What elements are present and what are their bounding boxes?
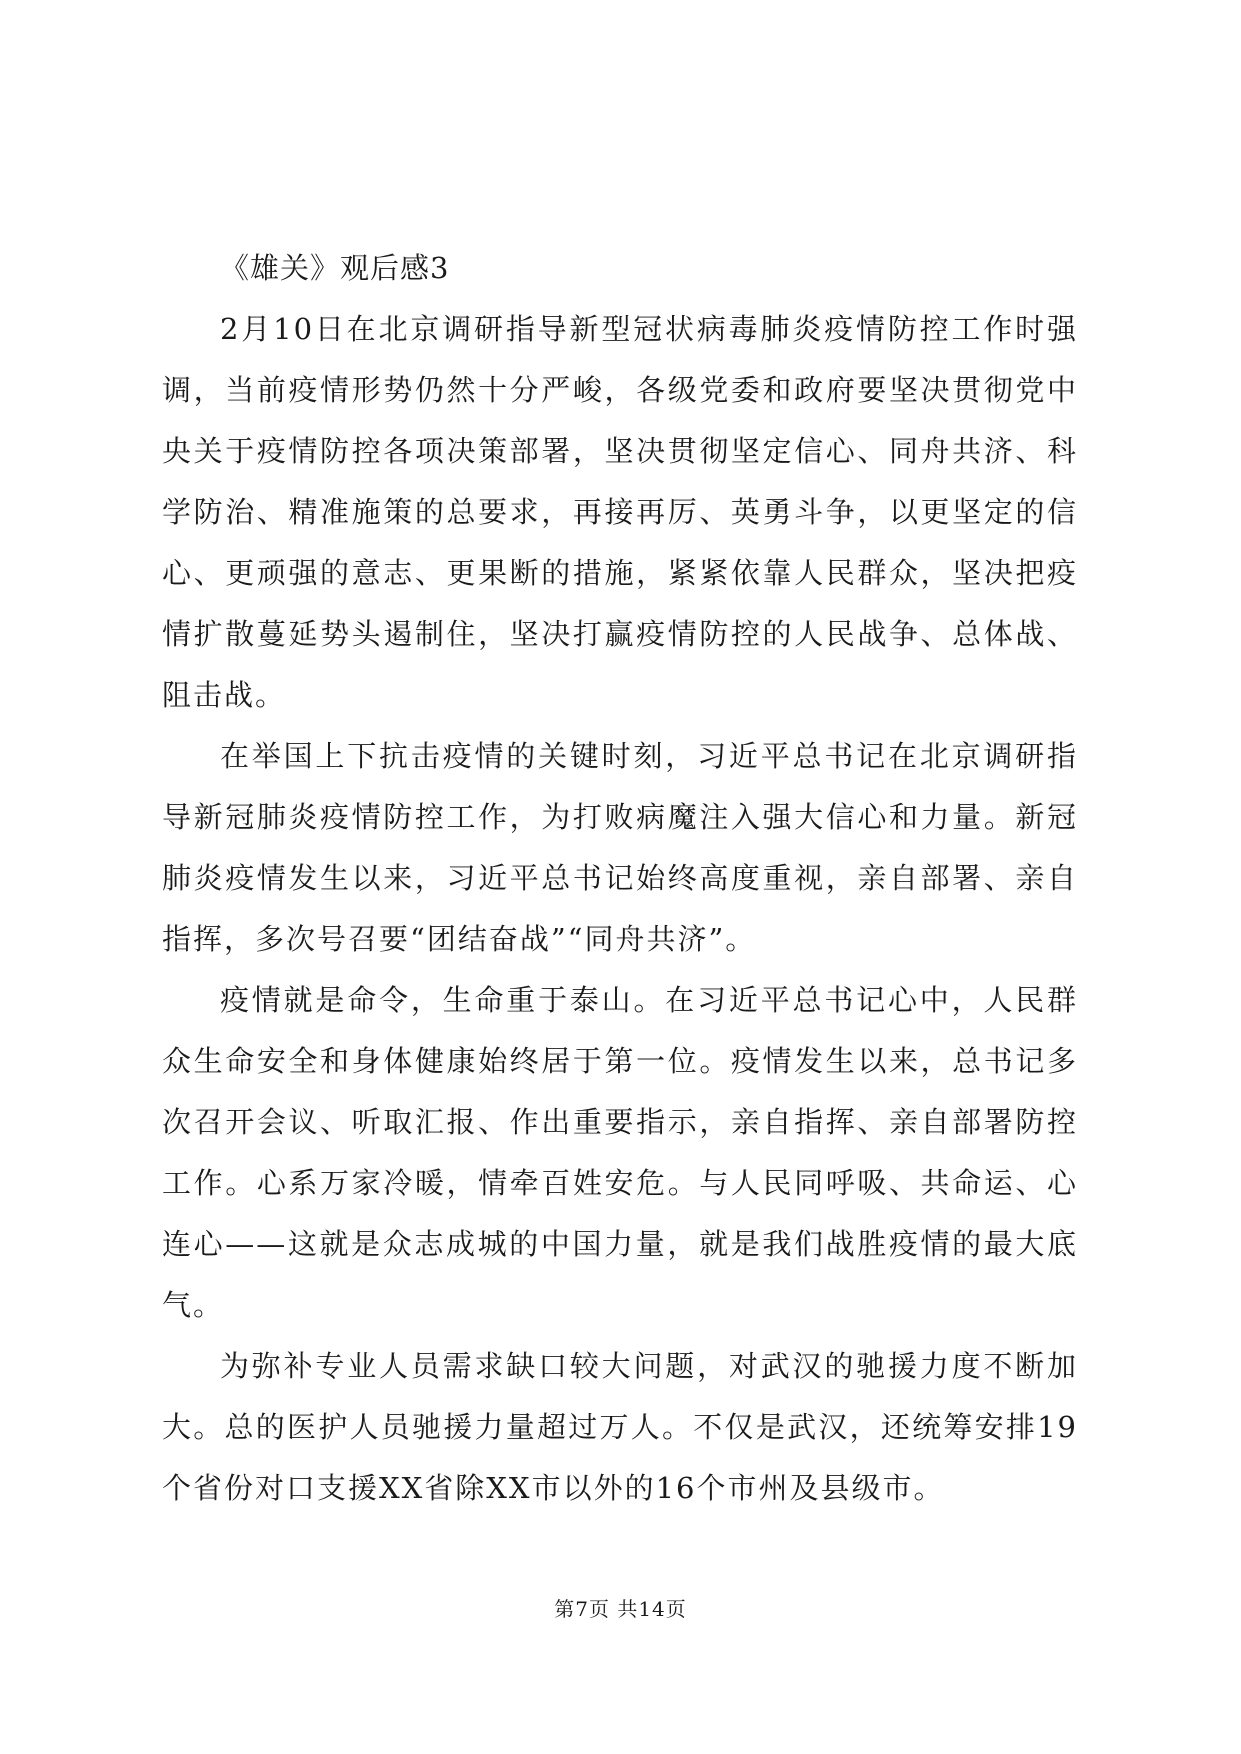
- paragraph: 为弥补专业人员需求缺口较大问题，对武汉的驰援力度不断加大。总的医护人员驰援力量超过万人。不仅是武汉，还统筹安排19个省份对口支援XX省除XX市以外的16个市州及县级市。: [162, 1349, 1078, 1505]
- document-title: 《雄关》观后感3: [220, 251, 450, 285]
- paragraph: 在举国上下抗击疫情的关键时刻，习近平总书记在北京调研指导新冠肺炎疫情防控工作，为打败病魔注入强大信心和力量。新冠肺炎疫情发生以来，习近平总书记始终高度重视，亲自部署、亲自指挥，多次号召要“团结奋战”“同舟共济”。: [162, 739, 1078, 956]
- paragraph: 2月10日在北京调研指导新型冠状病毒肺炎疫情防控工作时强调，当前疫情形势仍然十分严峻，各级党委和政府要坚决贯彻党中央关于疫情防控各项决策部署，坚决贯彻坚定信心、同舟共济、科学防治、精准施策的总要求，再接再厉、英勇斗争，以更坚定的信心、更顽强的意志、更果断的措施，紧紧依靠人民群众，坚决把疫情扩散蔓延势头遏制住，坚决打赢疫情防控的人民战争、总体战、阻击战。: [162, 312, 1078, 712]
- document-body: [162, 238, 1078, 1519]
- page-number-footer: 第7页 共14页: [554, 1597, 687, 1621]
- paragraph: 疫情就是命令，生命重于泰山。在习近平总书记心中，人民群众生命安全和身体健康始终居于第一位。疫情发生以来，总书记多次召开会议、听取汇报、作出重要指示，亲自指挥、亲自部署防控工作。心系万家冷暖，情牵百姓安危。与人民同呼吸、共命运、心连心——这就是众志成城的中国力量，就是我们战胜疫情的最大底气。: [162, 983, 1078, 1322]
